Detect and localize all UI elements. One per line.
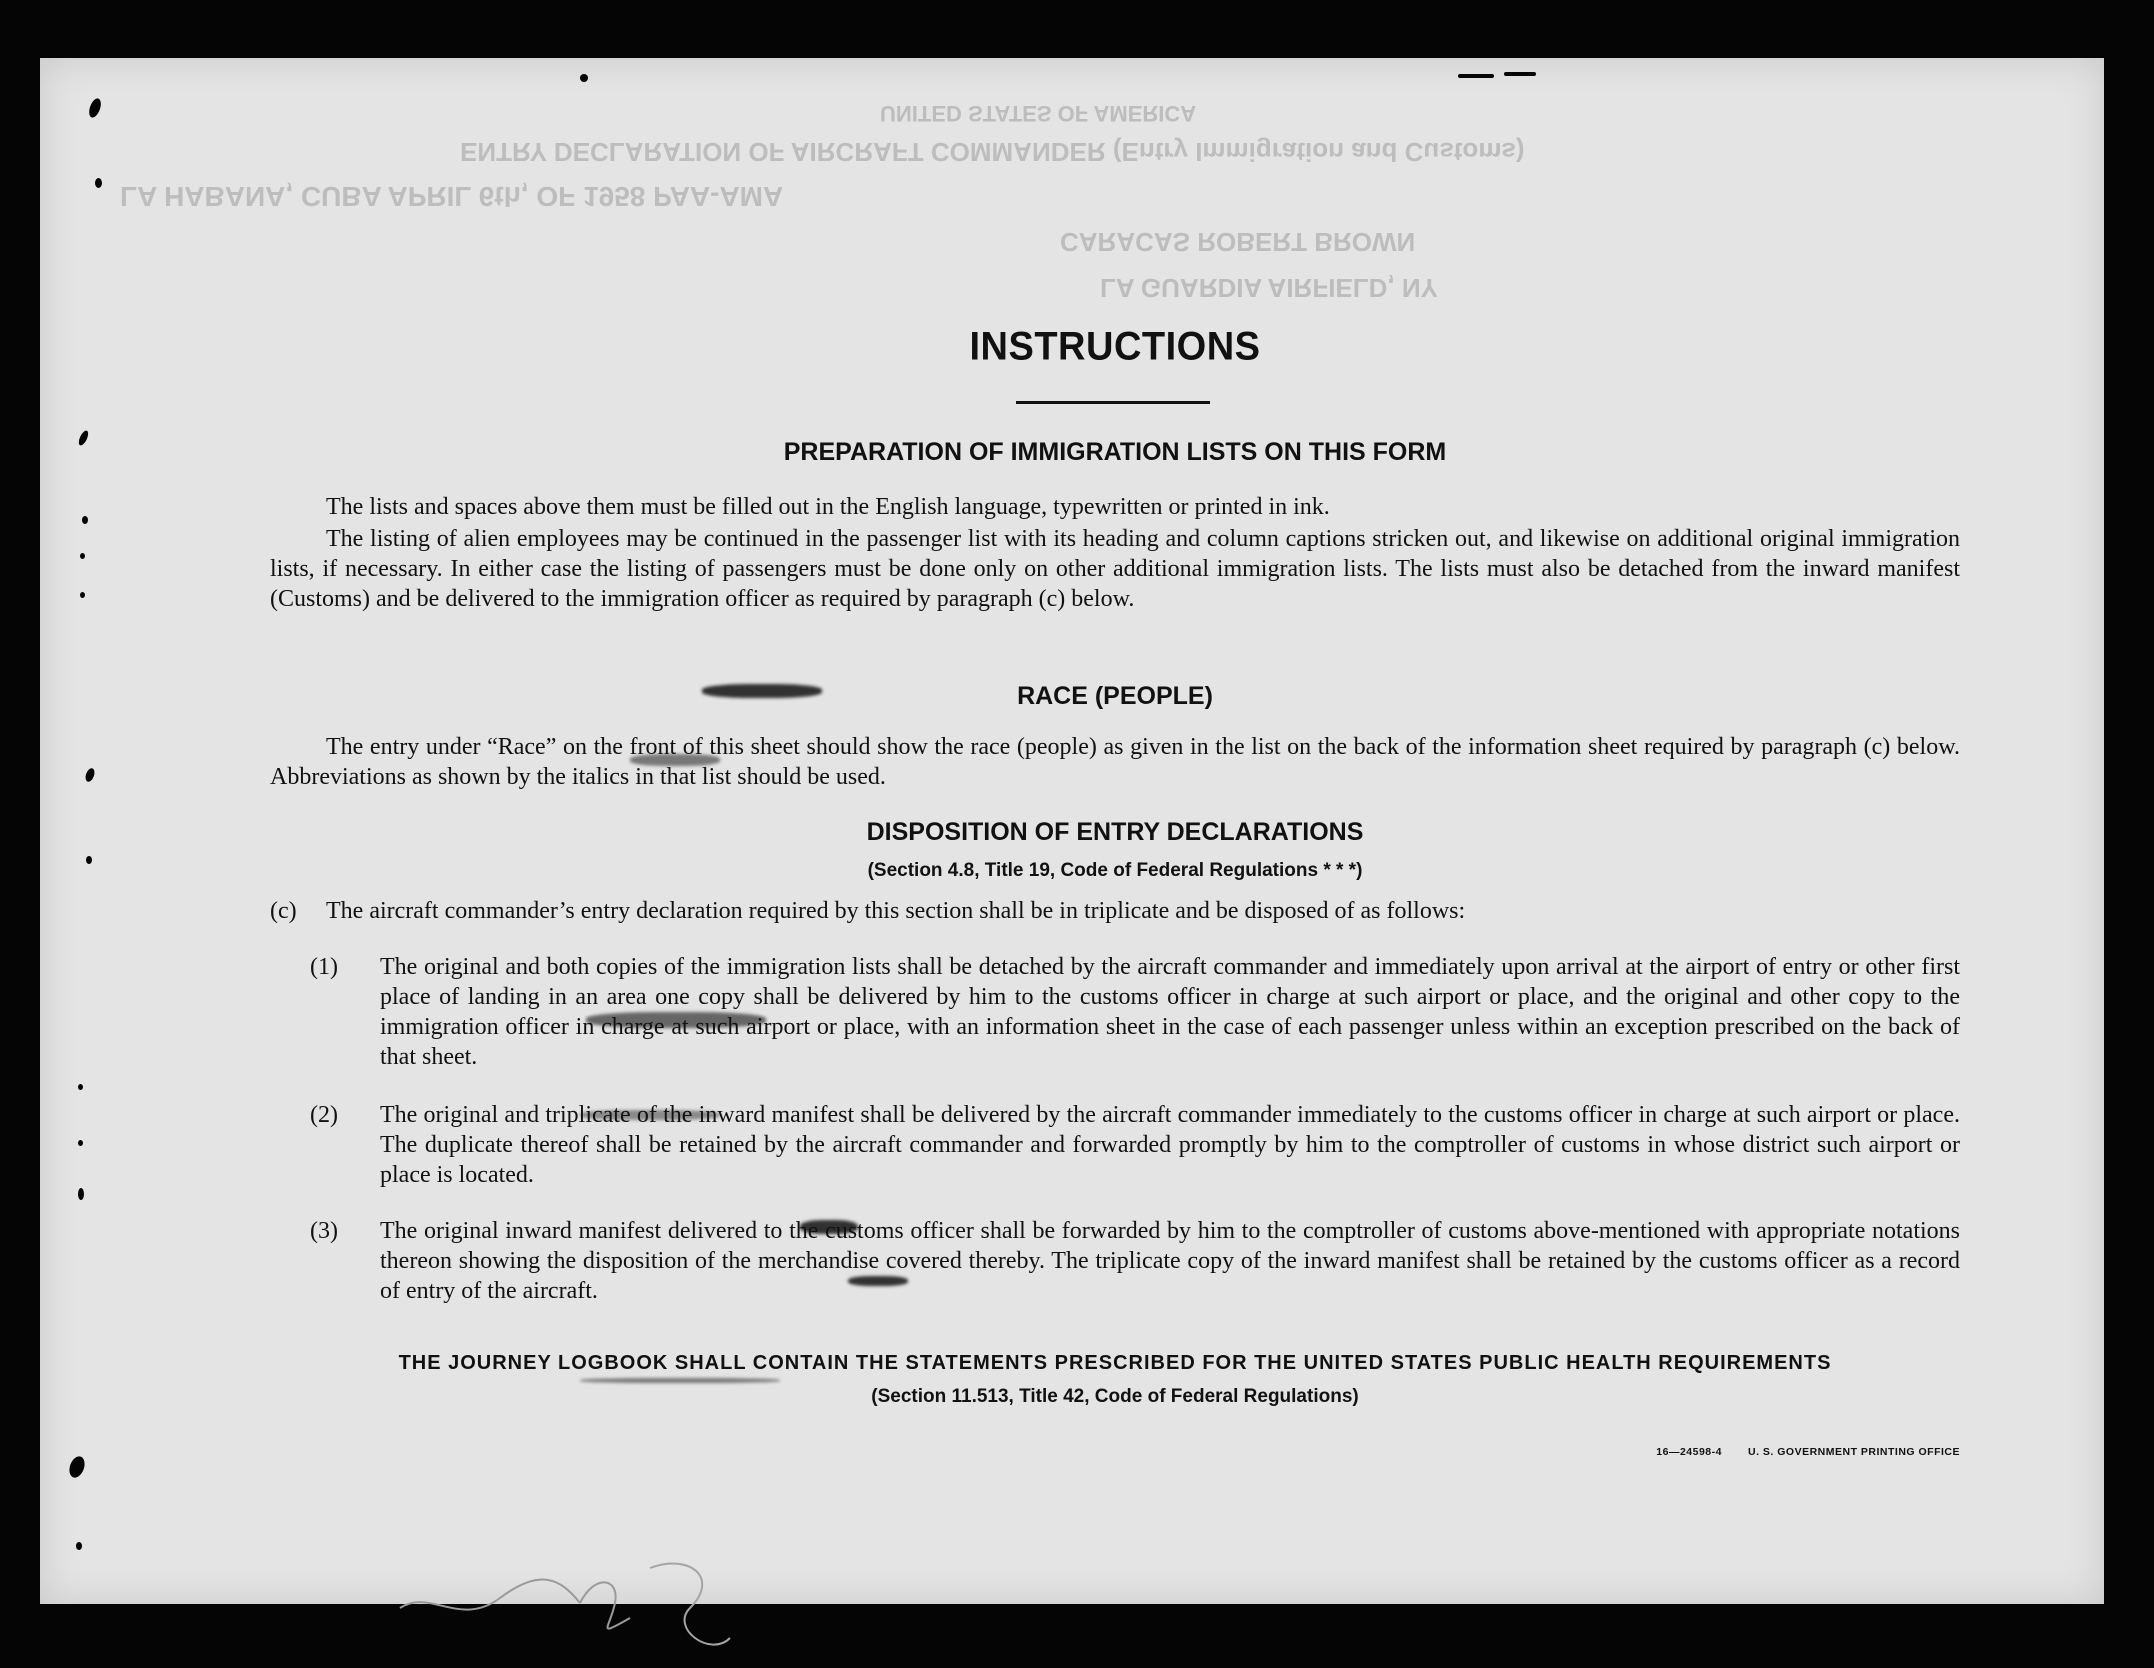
top-mark	[1504, 72, 1536, 76]
form-number: 16—24598-4	[1656, 1446, 1722, 1458]
page-title: INSTRUCTIONS	[969, 324, 1261, 370]
printer-imprint	[1656, 1446, 1960, 1458]
heading-preparation: PREPARATION OF IMMIGRATION LISTS ON THIS FORM	[783, 438, 1447, 466]
bleed-through-line: ENTRY DECLARATION OF AIRCRAFT COMMANDER (Entry Immigration and Customs)	[460, 137, 1525, 167]
margin-mark	[78, 1188, 84, 1200]
bleed-through-line: CARACAS ROBERT BROWN	[1060, 227, 1416, 257]
margin-mark	[78, 1140, 83, 1146]
preparation-paragraph-1: The lists and spaces above them must be filled out in the English language, typewritten or printed in ink.	[326, 494, 1330, 520]
top-mark	[1458, 74, 1494, 78]
margin-mark	[78, 1084, 83, 1090]
paragraph-c	[270, 896, 1960, 926]
margin-mark	[87, 97, 103, 119]
list-item-text: The original and both copies of the immigration lists shall be detached by the aircraft commander and immediately upon arrival at the airport of entry or other first place of landing in an area one copy shall be delivered by him to the customs officer in charge at such airport or place, and the original and other copy to the immigration officer in charge at such airport or place, with an information sheet in the case of each passenger unless within an exception prescribed on the back of that sheet.	[380, 954, 1960, 1070]
margin-mark	[95, 178, 102, 188]
printing-office: U. S. GOVERNMENT PRINTING OFFICE	[1747, 1446, 1960, 1458]
disposition-citation: (Section 4.8, Title 19, Code of Federal Regulations * * *)	[867, 860, 1363, 881]
margin-mark	[67, 1454, 88, 1479]
top-mark	[580, 74, 588, 82]
margin-mark	[84, 767, 96, 783]
margin-mark	[77, 429, 90, 446]
preparation-paragraph-2: The listing of alien employees may be continued in the passenger list with its heading and column captions stricken out, and likewise on additional original immigration lists, if necessary. In either case the listing of passengers must be done only on other additional immigration lists. The lists must also be detached from the inward manifest (Customs) and be delivered to the immigration officer as required by paragraph (c) below.	[270, 526, 1960, 612]
list-item-text: The original and triplicate of the inward manifest shall be delivered by the aircraft commander immediately to the customs officer in charge at such airport or place. The duplicate thereof shall be retained by the aircraft commander and forwarded promptly by him to the comptroller of customs in whose district such airport or place is located.	[380, 1102, 1960, 1188]
pencil-signature	[390, 1548, 810, 1668]
list-item-number: (3)	[310, 1218, 338, 1244]
list-item-number: (1)	[310, 954, 338, 980]
bleed-through-line: LA GUARDIA AIRFIELD, NY	[1100, 273, 1438, 303]
margin-mark	[82, 516, 88, 524]
paragraph-c-text: The aircraft commander’s entry declaration required by this section shall be in triplicate and be disposed of as follows:	[326, 898, 1466, 924]
margin-mark	[76, 1542, 82, 1550]
heading-race: RACE (PEOPLE)	[1017, 682, 1213, 710]
heading-disposition: DISPOSITION OF ENTRY DECLARATIONS	[866, 818, 1364, 846]
title-underline	[1016, 401, 1210, 404]
paragraph-c-label: (c)	[270, 898, 297, 924]
ink-blot	[580, 1378, 780, 1383]
health-requirements-statement: THE JOURNEY LOGBOOK SHALL CONTAIN THE STATEMENTS PRESCRIBED FOR THE UNITED STATES PUBLIC HEALTH REQUIREMENTS	[398, 1352, 1832, 1374]
list-item-number: (2)	[310, 1102, 338, 1128]
margin-mark	[80, 553, 85, 559]
bleed-through-line: UNITED STATES OF AMERICA	[880, 101, 1197, 126]
list-item-text: The original inward manifest delivered to the customs officer shall be forwarded by him to the comptroller of customs above-mentioned with appropriate notations thereon showing the disposition of the merchandise covered thereby. The triplicate copy of the inward manifest shall be retained by the customs officer as a record of entry of the aircraft.	[380, 1218, 1960, 1304]
margin-mark	[86, 856, 92, 864]
list-item	[310, 952, 1960, 1072]
health-requirements-citation: (Section 11.513, Title 42, Code of Federal Regulations)	[871, 1386, 1359, 1407]
form-page	[40, 58, 2104, 1604]
list-item	[310, 1216, 1960, 1306]
list-item	[310, 1100, 1960, 1190]
margin-mark	[80, 592, 85, 598]
bleed-through-line: LA HABANA, CUBA APRIL 6th, OF 1958 PAA-AMA	[120, 181, 784, 212]
race-paragraph: The entry under “Race” on the front of this sheet should show the race (people) as given in the list on the back of the information sheet required by paragraph (c) below. Abbreviations as shown by the italics in that list should be used.	[270, 734, 1960, 790]
